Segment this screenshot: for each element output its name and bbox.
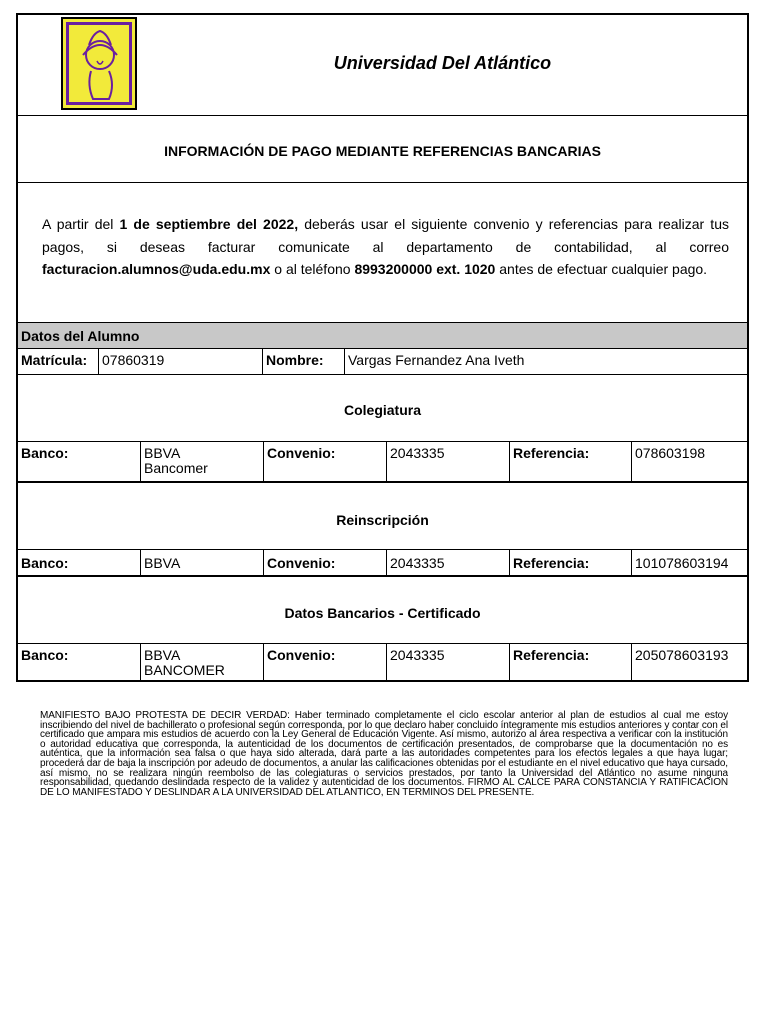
referencia-label: Referencia: — [509, 442, 631, 481]
university-name: Universidad Del Atlántico — [333, 53, 552, 73]
bank-name-line1: BBVA — [144, 445, 181, 461]
referencia-value: 205078603193 — [631, 644, 747, 682]
student-section-header — [18, 323, 747, 349]
title-row — [18, 116, 747, 183]
intro-text-1: A partir del — [42, 216, 120, 232]
nombre-label: Nombre: — [262, 349, 344, 374]
payment-title: Colegiatura — [343, 402, 421, 418]
referencia-value: 101078603194 — [631, 550, 747, 575]
intro-row — [18, 183, 747, 323]
legal-declaration: MANIFIESTO BAJO PROTESTA DE DECIR VERDAD: Haber terminado completamente el ciclo escolar anterior al plan de estudios al cual me estoy inscribiendo del nivel de bachillerato o profesional según corresponda, por lo que declaro haber concluido íntegramente mis estudios anteriores y contar con el certificado que ampara mis estudios de acuerdo con la Ley General de Educación Vigente. Así mismo, autorizo al área respectiva a verificar con la institución o autoridad educativa que corresponda, la autenticidad de los documentos de certificación presentados, de comprobarse que la documentación no es auténtica, que la información sea falsa o que haya sido alterada, dará parte a las autoridades competentes para los efectos legales a que haya lugar; procederá dar de baja la inscripción por adeudo de documentos, a anular las calificaciones obtenidas por el estudiante en el nivel educativo que haya cursado, así mismo, no se realizara ningún reembolso de las colegiaturas o servicios prestados, por tanto la Universidad del Atlántico no asume ninguna responsabilidad, quedando deslindada respecto de la validez y autenticidad de los documentos. FIRMO AL CALCE PARA CONSTANCIA Y RATIFICACION DE LO MANIFESTADO Y DESLINDAR A LA UNIVERSIDAD DEL ATLANTICO, EN TERMINOS DEL PRESENTE. — [40, 710, 728, 798]
convenio-label: Convenio: — [263, 644, 386, 682]
referencia-label: Referencia: — [509, 550, 631, 575]
bank-name-line1: BBVA — [144, 555, 181, 571]
banco-label: Banco: — [21, 555, 69, 571]
referencia-value: 078603198 — [631, 442, 747, 481]
intro-text-4: antes de efectuar cualquier pago. — [495, 261, 708, 277]
payment-title: Datos Bancarios - Certificado — [284, 605, 481, 621]
nombre-value: Vargas Fernandez Ana Iveth — [344, 349, 747, 374]
payment-title-row — [18, 375, 747, 442]
matricula-label: Matrícula: — [21, 352, 88, 368]
atlas-figure-icon — [69, 25, 131, 104]
banco-value — [140, 644, 263, 682]
university-logo — [61, 17, 137, 110]
logo-frame — [66, 22, 132, 105]
bank-name-line1: BBVA — [144, 647, 181, 663]
banco-label: Banco: — [21, 647, 69, 663]
banco-label: Banco: — [21, 445, 69, 461]
intro-date: 1 de septiembre del 2022, — [119, 216, 299, 232]
payment-info-form — [16, 13, 749, 682]
student-section-label: Datos del Alumno — [21, 328, 140, 344]
payment-title-row — [18, 577, 747, 644]
header-row — [18, 15, 747, 116]
intro-text-3: o al teléfono — [270, 261, 355, 277]
contact-phone: 8993200000 ext. 1020 — [354, 261, 496, 277]
convenio-value: 2043335 — [386, 442, 509, 481]
payment-row — [18, 442, 747, 483]
convenio-value: 2043335 — [386, 644, 509, 682]
contact-email: facturacion.alumnos@uda.edu.mx — [42, 261, 271, 277]
referencia-label: Referencia: — [509, 644, 631, 682]
convenio-value: 2043335 — [386, 550, 509, 575]
banco-value — [140, 442, 263, 481]
intro-paragraph — [42, 213, 729, 281]
student-row — [18, 349, 747, 375]
matricula-value: 07860319 — [98, 349, 262, 374]
convenio-label: Convenio: — [263, 442, 386, 481]
banco-value — [140, 550, 263, 575]
payment-title: Reinscripción — [336, 512, 429, 528]
intro-text-2: deberás usar el siguiente convenio y referencias para realizar tus pagos, si deseas facturar comunicate al departamento de contabilidad, al correo — [42, 216, 729, 255]
convenio-label: Convenio: — [263, 550, 386, 575]
payment-row — [18, 644, 747, 682]
payment-row — [18, 550, 747, 577]
bank-name-line2: Bancomer — [144, 460, 208, 476]
payment-title-row — [18, 483, 747, 550]
bank-name-line2: BANCOMER — [144, 662, 225, 678]
page-title: INFORMACIÓN DE PAGO MEDIANTE REFERENCIAS BANCARIAS — [164, 143, 601, 159]
